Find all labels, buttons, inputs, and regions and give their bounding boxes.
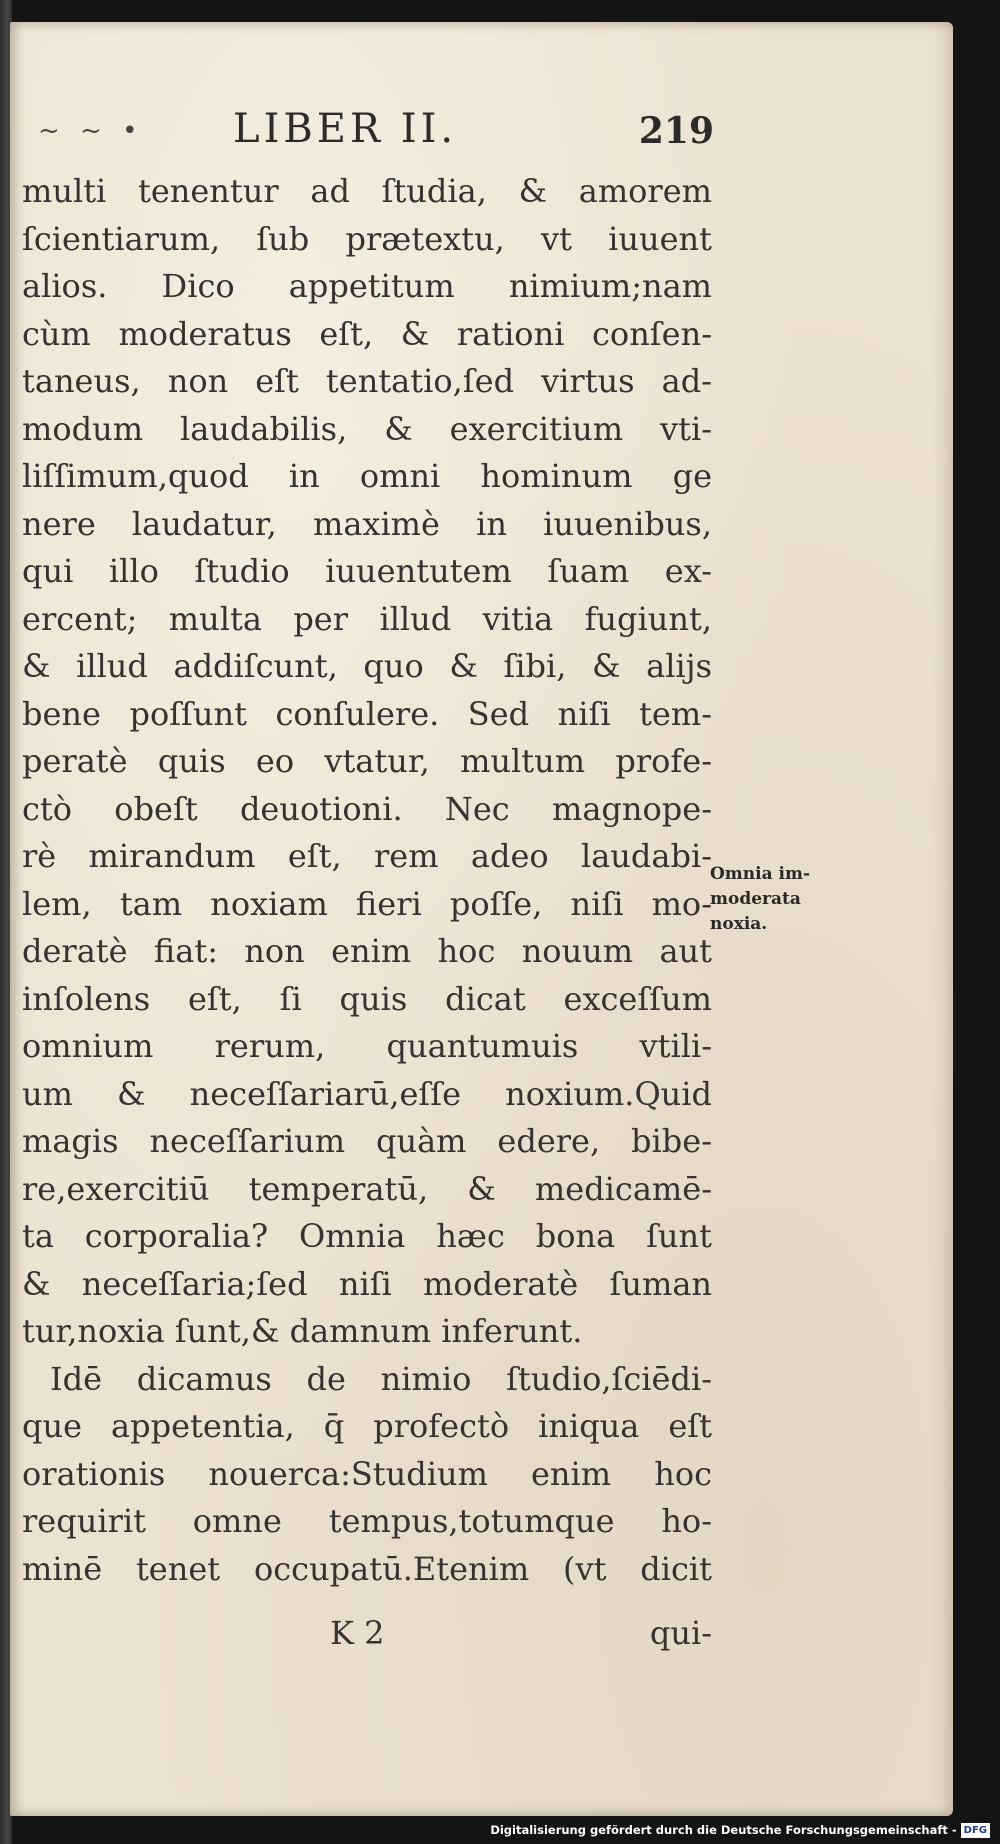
text-line: orationis nouerca:Studium enim hoc — [22, 1454, 712, 1493]
text-line: que appetentia, q̄ profectò iniqua eſt — [22, 1407, 712, 1445]
running-head-title: LIBER II. — [233, 106, 458, 152]
text-line: alios. Dico appetitum nimium;nam — [22, 267, 712, 305]
body-text — [22, 168, 722, 1593]
text-line: rè mirandum eſt, rem adeo laudabi- — [22, 837, 712, 875]
text-line: nere laudatur, maximè in iuuenibus, — [22, 504, 712, 543]
text-line: inſolens eſt, ſi quis dicat exceſſum — [22, 979, 712, 1018]
page-number: 219 — [638, 110, 714, 152]
text-line: peratè quis eo vtatur, multum profe- — [22, 742, 712, 780]
text-line: multi tenentur ad ſtudia, & amorem — [22, 172, 712, 210]
marginal-note-line: moderata — [710, 889, 801, 909]
text-line: bene poſſunt conſulere. Sed niſi tem- — [22, 694, 712, 733]
text-line: ercent; multa per illud vitia fugiunt, — [22, 599, 712, 638]
text-line: ctò obeſt deuotioni. Nec magnope- — [22, 789, 712, 828]
text-line: tur,noxia ſunt,& damnum inferunt. — [22, 1312, 583, 1350]
text-line: taneus, non eſt tentatio,ſed virtus ad- — [22, 362, 712, 400]
marginal-note-line: noxia. — [710, 914, 768, 934]
text-line: modum laudabilis, & exercitium vti- — [22, 409, 712, 448]
page-foot — [22, 1614, 712, 1664]
book-page — [10, 22, 953, 1816]
text-line: ta corporalia? Omnia hæc bona ſunt — [22, 1217, 712, 1255]
text-line: liſſimum,quod in omni hominum ge — [22, 457, 712, 495]
text-line: magis neceſſarium quàm edere, bibe- — [22, 1122, 712, 1160]
text-line: omnium rerum, quantumuis vtili- — [22, 1027, 712, 1065]
text-line: cùm moderatus eſt, & rationi conſen- — [22, 314, 712, 353]
text-line: Idē dicamus de nimio ſtudio,ſciēdi- — [50, 1359, 712, 1398]
text-line: lem, tam noxiam fieri poſſe, niſi mo- — [22, 884, 712, 923]
text-line: requirit omne tempus,totumque ho- — [22, 1502, 712, 1540]
marginal-note — [710, 862, 860, 937]
credit-text: Digitalisierung gefördert durch die Deutsche Forschungsgemeinschaft - — [490, 1823, 957, 1837]
text-line: um & neceſſariarū,eſſe noxium.Quid — [22, 1074, 712, 1113]
text-line: & neceſſaria;ſed niſi moderatè ſuman — [22, 1264, 712, 1303]
text-line: ſcientiarum, ſub prætextu, vt iuuent — [22, 219, 712, 258]
digitization-credit — [490, 1820, 990, 1840]
head-ornament: ~ ~ • — [38, 116, 144, 146]
text-line: & illud addiſcunt, quo & ſibi, & alijs — [22, 647, 712, 685]
running-head — [28, 98, 718, 158]
marginal-note-line: Omnia im- — [710, 864, 811, 884]
text-line: minē tenet occupatū.Etenim (vt dicit — [22, 1549, 712, 1588]
dfg-logo-icon: DFG — [961, 1823, 990, 1838]
text-line: qui illo ſtudio iuuentutem ſuam ex- — [22, 552, 712, 590]
signature-mark: K 2 — [330, 1614, 385, 1652]
text-line: deratè fiat: non enim hoc nouum aut — [22, 932, 712, 970]
text-line: re,exercitiū temperatū, & medicamē- — [22, 1169, 712, 1208]
catchword: qui- — [649, 1614, 712, 1652]
